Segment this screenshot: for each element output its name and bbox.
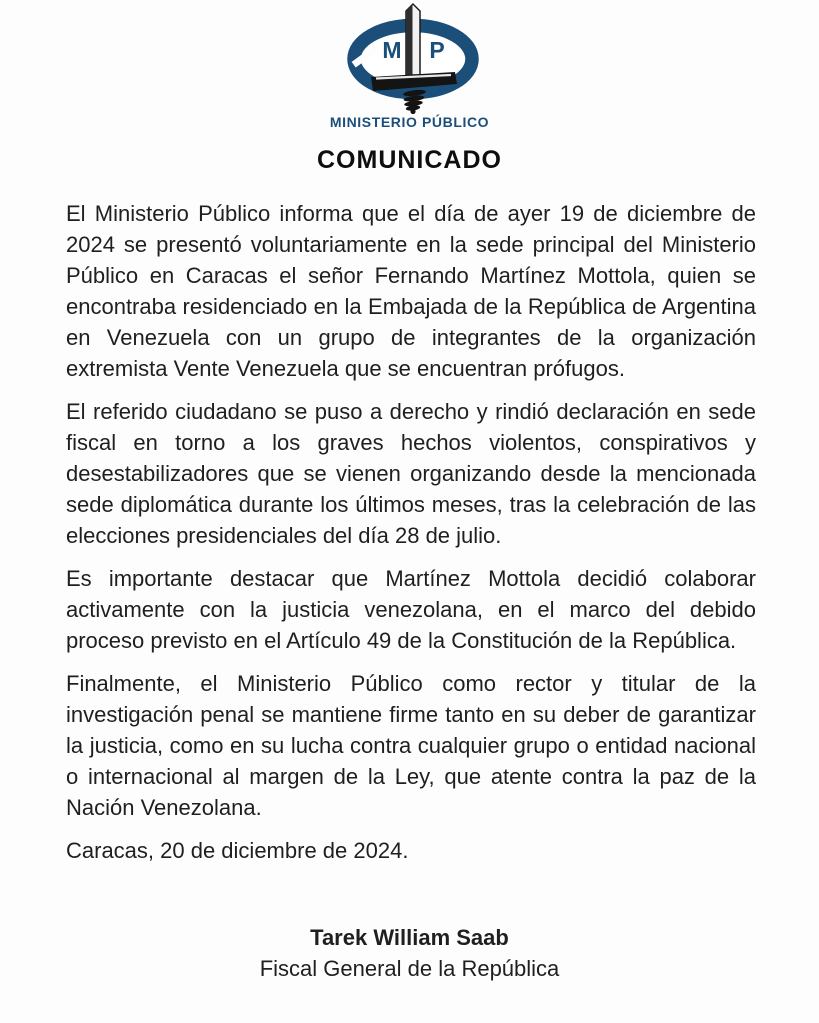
paragraph-4: Finalmente, el Ministerio Público como rector y titular de la investigación penal se mantiene firme tanto en su deber de garantizar la justicia, como en su lucha contra cualquier grupo o entidad nacional o internacional al margen de la Ley, que atente contra la paz de la Nación Venezolana. xyxy=(66,671,756,820)
ministerio-publico-seal-icon xyxy=(0,2,819,114)
paragraph-3: Es importante destacar que Martínez Mottola decidió colaborar activamente con la justicia venezolana, en el marco del debido proceso previsto en el Artículo 49 de la Constitución de la República. xyxy=(66,566,756,653)
logo-block xyxy=(0,2,819,130)
paragraph-1: El Ministerio Público informa que el día de ayer 19 de diciembre de 2024 se presentó voluntariamente en la sede principal del Ministerio Público en Caracas el señor Fernando Martínez Mottola, quien se encontraba residenciado en la Embajada de la República de Argentina en Venezuela con un grupo de integrantes de la organización extremista Vente Venezuela que se encuentran prófugos. xyxy=(66,201,756,381)
signatory-role: Fiscal General de la República xyxy=(259,956,560,981)
document-title: COMUNICADO xyxy=(317,146,502,174)
signature-block xyxy=(0,922,819,984)
signatory-name: Tarek William Saab xyxy=(310,925,509,950)
sword-coil-grip xyxy=(403,89,427,114)
logo-letter-m: M xyxy=(382,37,402,63)
logo-org-name: MINISTERIO PÚBLICO xyxy=(329,114,490,130)
paragraph-2: El referido ciudadano se puso a derecho y rindió declaración en sede fiscal en torno a los graves hechos violentos, conspirativos y desestabilizadores que se vienen organizando desde la mencionada sede diplomática durante los últimos meses, tras la celebración de las elecciones presidenciales del día 28 de julio. xyxy=(66,399,756,548)
document-body xyxy=(66,198,756,866)
dateline: Caracas, 20 de diciembre de 2024. xyxy=(66,838,409,863)
logo-letter-p: P xyxy=(429,37,445,63)
sword-blade-shadow xyxy=(406,5,413,76)
